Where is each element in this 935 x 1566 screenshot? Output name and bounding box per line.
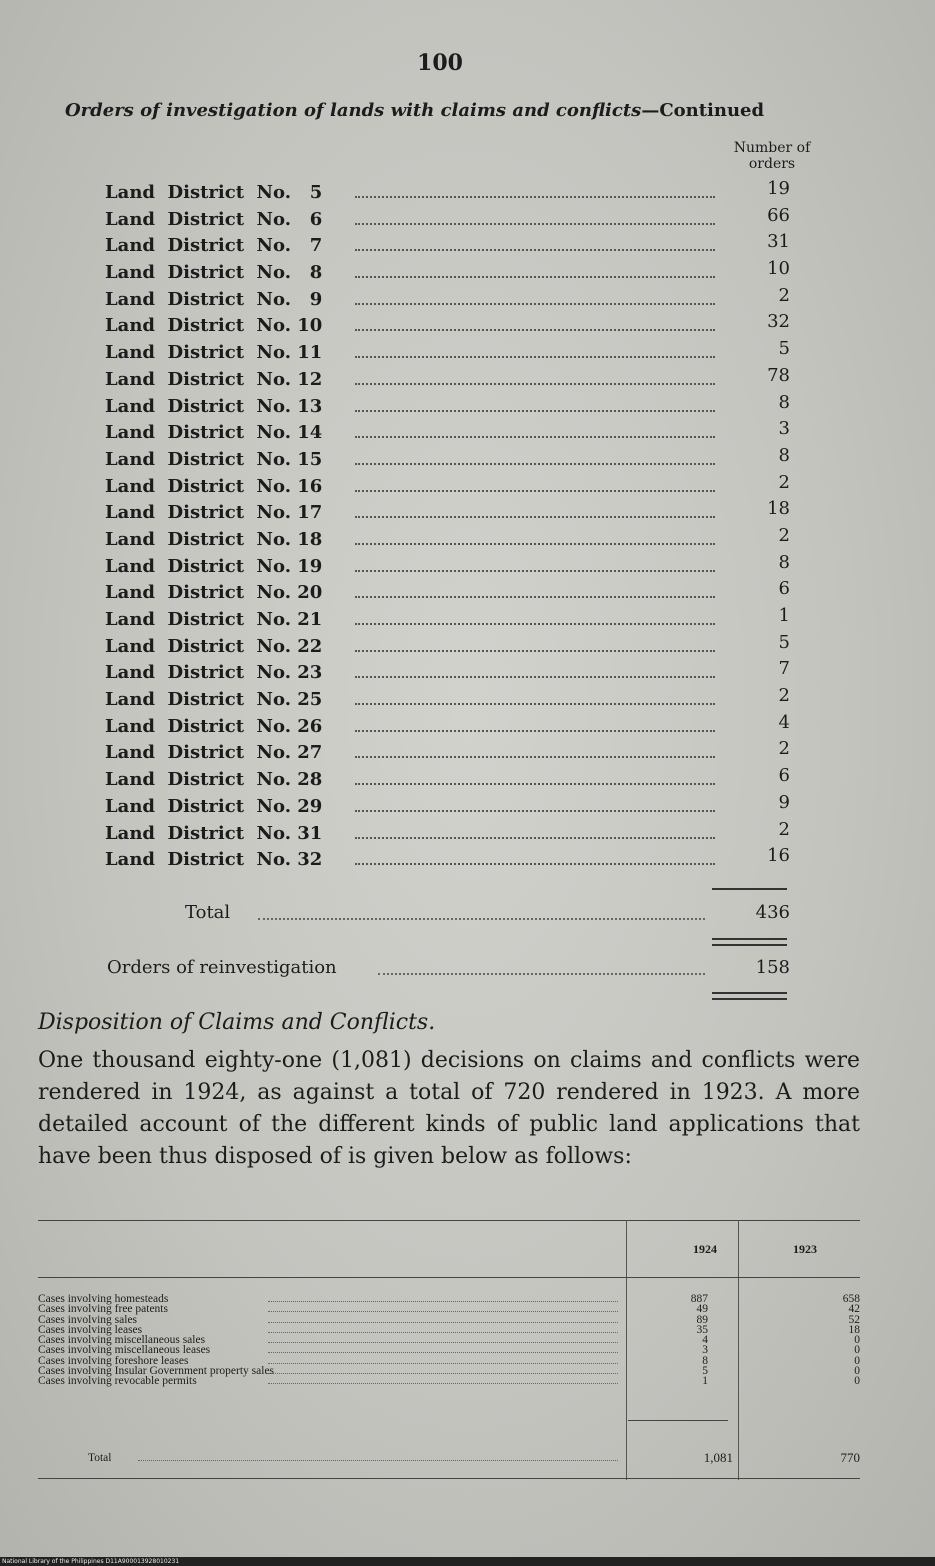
district-value: 10 <box>767 258 790 280</box>
district-row <box>105 258 805 289</box>
district-row <box>105 391 805 423</box>
district-value: 31 <box>767 231 790 253</box>
column-header-1923: 1923 <box>793 1242 817 1256</box>
district-label: Land District No. 22 <box>105 635 323 657</box>
district-value: 6 <box>778 578 790 600</box>
district-value: 2 <box>778 524 790 546</box>
leader-dots <box>138 1460 618 1461</box>
district-row <box>105 311 805 342</box>
leader-dots <box>355 276 715 278</box>
district-label: Land District No. 31 <box>105 822 323 844</box>
case-1924: 35 <box>696 1323 708 1336</box>
leader-dots <box>355 650 715 652</box>
case-label: Cases involving free patents <box>38 1303 168 1316</box>
district-label: Land District No. 23 <box>105 662 323 684</box>
leader-dots <box>355 543 715 545</box>
district-label: Land District No. 15 <box>105 448 323 470</box>
leader-dots <box>378 973 705 975</box>
leader-dots <box>268 1363 618 1364</box>
leader-dots <box>268 1373 618 1374</box>
district-label: Land District No. 26 <box>105 715 323 737</box>
district-label: Land District No. 16 <box>105 475 323 497</box>
cases-total-1924: 1,081 <box>703 1450 733 1465</box>
section-title: Disposition of Claims and Conflicts. <box>38 1010 436 1035</box>
district-label: Land District No. 11 <box>105 342 323 364</box>
leader-dots <box>268 1332 618 1333</box>
leader-dots <box>268 1342 618 1343</box>
table-row <box>38 1315 860 1325</box>
district-value: 78 <box>767 364 790 386</box>
leader-dots <box>355 383 715 385</box>
heading-title: Orders of investigation of lands with claims and conflicts <box>65 100 642 121</box>
total-value: 436 <box>755 902 790 923</box>
heading-continued: —Continued <box>641 100 765 121</box>
district-label: Land District No. 10 <box>105 315 323 337</box>
district-row <box>105 204 805 236</box>
district-label: Land District No. 7 <box>105 235 323 257</box>
district-row <box>105 231 805 262</box>
district-value: 18 <box>767 498 790 520</box>
district-value: 2 <box>778 818 790 840</box>
district-list <box>105 178 805 876</box>
case-1924: 5 <box>702 1365 708 1378</box>
column-header-1924: 1924 <box>693 1242 717 1256</box>
district-value: 7 <box>778 658 790 680</box>
district-value: 66 <box>767 204 790 226</box>
leader-dots <box>355 223 715 225</box>
leader-dots <box>355 516 715 518</box>
district-label: Land District No. 29 <box>105 795 323 817</box>
district-value: 8 <box>778 444 790 466</box>
reinvestigation-value: 158 <box>755 957 790 978</box>
cases-total-label: Total <box>88 1452 112 1464</box>
leader-dots <box>355 196 715 198</box>
sum-rule <box>712 888 787 890</box>
leader-dots <box>268 1352 618 1353</box>
leader-dots <box>355 410 715 412</box>
district-row <box>105 658 805 689</box>
case-1924: 89 <box>696 1313 708 1326</box>
case-label: Cases involving homesteads <box>38 1293 169 1305</box>
case-label: Cases involving sales <box>38 1313 138 1326</box>
leader-dots <box>268 1383 618 1384</box>
double-rule <box>712 992 787 994</box>
district-row <box>105 605 805 636</box>
district-value: 6 <box>778 765 790 787</box>
table-rule <box>38 1478 860 1479</box>
reinvestigation-label: Orders of reinvestigation <box>107 957 337 978</box>
district-row <box>105 711 805 743</box>
district-label: Land District No. 12 <box>105 368 323 390</box>
leader-dots <box>355 623 715 625</box>
double-rule <box>712 998 787 1000</box>
district-row <box>105 685 805 716</box>
district-value: 2 <box>778 284 790 306</box>
district-value: 32 <box>767 311 790 333</box>
cases-table-body <box>38 1294 860 1387</box>
leader-dots <box>355 490 715 492</box>
case-label: Cases involving miscellaneous leases <box>38 1344 211 1357</box>
leader-dots <box>355 329 715 331</box>
district-value: 4 <box>778 711 790 733</box>
total-label: Total <box>185 902 231 923</box>
district-label: Land District No. 32 <box>105 849 323 871</box>
district-row <box>105 338 805 369</box>
table-heading <box>65 100 835 121</box>
leader-dots <box>258 918 705 920</box>
scan-footer: National Library of the Philippines D11A900013928010231 <box>0 1557 935 1566</box>
case-1924: 49 <box>696 1303 708 1316</box>
cases-total-1923: 770 <box>840 1450 860 1465</box>
leader-dots <box>355 730 715 732</box>
district-value: 8 <box>778 551 790 573</box>
table-rule <box>38 1220 860 1221</box>
district-row <box>105 765 805 796</box>
district-row <box>105 791 805 823</box>
case-1923: 0 <box>854 1365 860 1378</box>
district-row <box>105 364 805 396</box>
leader-dots <box>355 863 715 865</box>
district-label: Land District No. 9 <box>105 288 323 310</box>
district-label: Land District No. 28 <box>105 769 323 791</box>
district-row <box>105 578 805 609</box>
district-row <box>105 178 805 209</box>
district-value: 1 <box>778 605 790 626</box>
district-value: 2 <box>778 738 790 760</box>
leader-dots <box>268 1311 618 1312</box>
case-1923: 18 <box>848 1323 860 1336</box>
column-header: Number of orders <box>733 140 811 172</box>
district-value: 8 <box>778 391 790 413</box>
table-rule <box>38 1277 860 1278</box>
leader-dots <box>355 783 715 785</box>
case-1923: 0 <box>854 1334 860 1347</box>
district-label: Land District No. 17 <box>105 502 323 524</box>
leader-dots <box>268 1322 618 1323</box>
district-row <box>105 845 805 876</box>
district-label: Land District No. 14 <box>105 422 323 444</box>
district-value: 3 <box>778 418 790 440</box>
district-label: Land District No. 13 <box>105 395 323 417</box>
district-value: 5 <box>778 631 790 653</box>
case-label: Cases involving miscellaneous sales <box>38 1334 206 1347</box>
district-row <box>105 524 805 556</box>
leader-dots <box>355 837 715 839</box>
case-1923: 42 <box>848 1303 860 1316</box>
case-label: Cases involving leases <box>38 1323 143 1336</box>
sum-rule <box>628 1420 728 1421</box>
leader-dots <box>355 463 715 465</box>
district-value: 9 <box>778 791 790 813</box>
case-1923: 658 <box>842 1293 860 1305</box>
case-1924: 887 <box>690 1293 708 1305</box>
district-label: Land District No. 8 <box>105 262 323 284</box>
district-label: Land District No. 19 <box>105 555 323 577</box>
case-1924: 4 <box>702 1334 708 1347</box>
leader-dots <box>355 303 715 305</box>
table-row <box>38 1376 860 1386</box>
district-label: Land District No. 27 <box>105 742 323 764</box>
page-number: 100 <box>417 50 463 76</box>
case-1924: 3 <box>702 1344 708 1357</box>
district-label: Land District No. 20 <box>105 582 323 604</box>
district-label: Land District No. 6 <box>105 208 323 230</box>
double-rule <box>712 944 787 946</box>
leader-dots <box>355 756 715 758</box>
case-1923: 0 <box>854 1344 860 1357</box>
leader-dots <box>355 436 715 438</box>
district-value: 5 <box>778 338 790 360</box>
leader-dots <box>355 249 715 251</box>
leader-dots <box>268 1301 618 1302</box>
leader-dots <box>355 703 715 705</box>
district-label: Land District No. 21 <box>105 609 323 630</box>
leader-dots <box>355 676 715 678</box>
district-value: 19 <box>767 178 790 199</box>
case-1923: 52 <box>848 1313 860 1326</box>
district-row <box>105 471 805 503</box>
district-row <box>105 444 805 476</box>
district-value: 2 <box>778 685 790 707</box>
district-row <box>105 498 805 529</box>
district-row <box>105 738 805 769</box>
case-1924: 8 <box>702 1354 708 1367</box>
leader-dots <box>355 810 715 812</box>
district-value: 2 <box>778 471 790 493</box>
body-paragraph: One thousand eighty-one (1,081) decisions on claims and conflicts were rendered in 1924, as against a total of 720 rendered in 1923. A more detailed account of the different kinds of public land applications that have been thus disposed of is given below as follows: <box>38 1048 860 1169</box>
district-label: Land District No. 18 <box>105 528 323 550</box>
table-row <box>38 1304 860 1314</box>
case-label: Cases involving Insular Government property sales <box>38 1365 275 1378</box>
leader-dots <box>355 596 715 598</box>
case-label: Cases involving revocable permits <box>38 1375 197 1388</box>
case-label: Cases involving foreshore leases <box>38 1354 189 1367</box>
district-row <box>105 551 805 583</box>
case-1924: 1 <box>702 1375 708 1388</box>
leader-dots <box>355 356 715 358</box>
case-1923: 0 <box>854 1375 860 1388</box>
district-row <box>105 818 805 850</box>
double-rule <box>712 938 787 940</box>
district-row <box>105 418 805 449</box>
district-label: Land District No. 25 <box>105 689 323 711</box>
district-row <box>105 284 805 316</box>
case-1923: 0 <box>854 1354 860 1367</box>
district-value: 16 <box>767 845 790 867</box>
district-row <box>105 631 805 663</box>
leader-dots <box>355 570 715 572</box>
district-label: Land District No. 5 <box>105 182 323 203</box>
